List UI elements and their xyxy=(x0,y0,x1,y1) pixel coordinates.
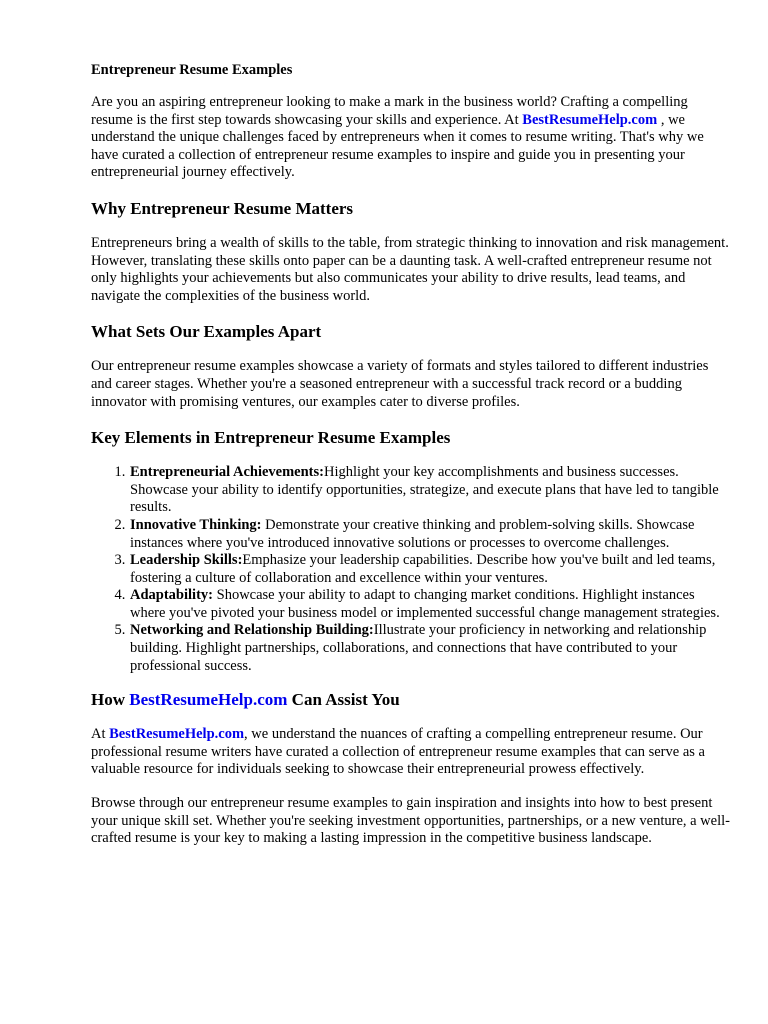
site-link[interactable]: BestResumeHelp.com xyxy=(522,111,658,128)
section-body-why: Entrepreneurs bring a wealth of skills to the table, from strategic thinking to innovation and risk management. However, translating these skills onto paper can be a daunting task. A well-crafted entrepreneur resume not only highlights your achievements but also communicates your ability to drive results, lead teams, and navigate the complexities of the business world. xyxy=(91,234,729,304)
list-item xyxy=(129,587,731,622)
intro-text-after: , we understand the unique challenges faced by entrepreneurs when it comes to resume writing. That's why we have curated a collection of entrepreneur resume examples to inspire and guide you in presenting your entrepreneurial journey effectively. xyxy=(91,111,704,181)
list-item-term: Adaptability: xyxy=(130,587,213,604)
heading-text-before: How xyxy=(91,690,125,710)
list-item xyxy=(129,464,731,517)
browse-paragraph: Browse through our entrepreneur resume examples to gain inspiration and insights into how to best present your unique skill set. Whether you're seeking investment opportunities, partnerships, or a new venture, a well-crafted resume is your key to making a lasting impression in the competitive business landscape. xyxy=(91,795,730,847)
intro-paragraph xyxy=(91,94,731,182)
list-item-text: Illustrate your proficiency in networking and relationship building. Highlight partnerships, collaborations, and connections that have contributed to your professional success. xyxy=(130,622,707,674)
document-title: Entrepreneur Resume Examples xyxy=(91,62,293,78)
list-item xyxy=(129,622,731,675)
section-heading-apart: What Sets Our Examples Apart xyxy=(91,322,322,342)
assist-text-before: At xyxy=(91,726,106,743)
intro-text-before: Are you an aspiring entrepreneur looking to make a mark in the business world? Crafting a compelling resume is the first step towards showcasing your skills and experience. At xyxy=(91,94,688,128)
list-item xyxy=(129,552,731,587)
section-heading-why: Why Entrepreneur Resume Matters xyxy=(91,198,354,218)
list-item-term: Innovative Thinking: xyxy=(130,516,262,533)
site-link[interactable]: BestResumeHelp.com xyxy=(129,690,288,710)
key-elements-list xyxy=(91,464,731,675)
assist-paragraph xyxy=(91,726,731,779)
section-body-apart: Our entrepreneur resume examples showcase a variety of formats and styles tailored to different industries and career stages. Whether you're a seasoned entrepreneur with a successful track record or a budding innovator with promising ventures, our examples cater to diverse profiles. xyxy=(91,358,709,410)
list-item-text: Highlight your key accomplishments and business successes. Showcase your ability to identify opportunities, strategize, and execute plans that have led to tangible results. xyxy=(130,464,719,516)
heading-text-after: Can Assist You xyxy=(291,690,400,710)
list-item-term: Leadership Skills: xyxy=(130,552,243,569)
assist-text-after: , we understand the nuances of crafting a compelling entrepreneur resume. Our professional resume writers have curated a collection of entrepreneur resume examples that can serve as a valuable resource for individuals seeking to showcase their entrepreneurial prowess effectively. xyxy=(91,726,705,778)
section-heading-assist xyxy=(91,689,731,711)
list-item-term: Networking and Relationship Building: xyxy=(130,622,374,639)
list-item-text: Demonstrate your creative thinking and problem-solving skills. Showcase instances where you've introduced innovative solutions or processes to overcome challenges. xyxy=(130,516,695,551)
list-item-term: Entrepreneurial Achievements: xyxy=(130,464,324,481)
list-item xyxy=(129,517,731,552)
list-item-text: Emphasize your leadership capabilities. Describe how you've built and led teams, fostering a culture of collaboration and excellence within your ventures. xyxy=(130,552,716,586)
section-heading-key-elements: Key Elements in Entrepreneur Resume Examples xyxy=(91,428,451,448)
list-item-text: Showcase your ability to adapt to changing market conditions. Highlight instances where you've pivoted your business model or implemented successful change management strategies. xyxy=(130,587,720,621)
site-link[interactable]: BestResumeHelp.com xyxy=(109,726,245,743)
document-page xyxy=(91,60,731,864)
